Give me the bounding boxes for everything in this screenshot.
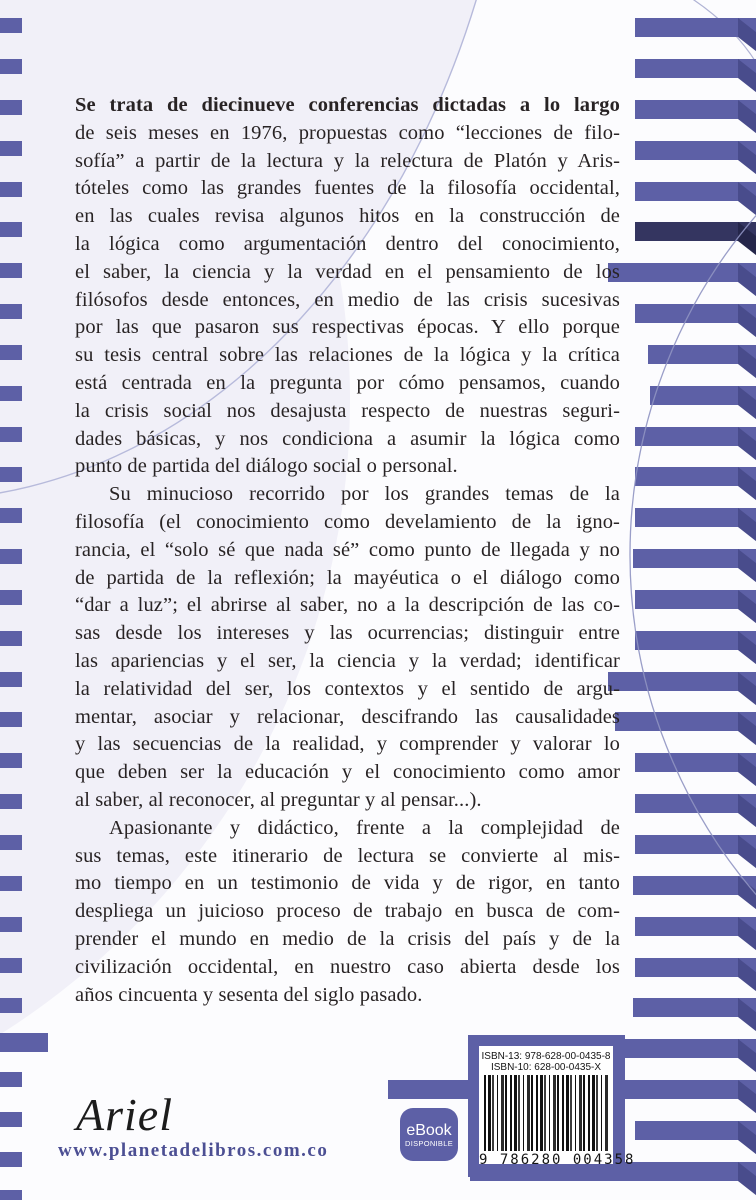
- left-square: [0, 1152, 22, 1167]
- left-square: [0, 917, 22, 932]
- stripe: [635, 182, 756, 201]
- text-line: mo tiempo en un testimonio de vida y de rigor, en tanto: [75, 872, 620, 895]
- stripe: [635, 304, 756, 323]
- left-square: [0, 182, 22, 197]
- text-line: está centrada en la pregunta por cómo pensamos, cuando: [75, 371, 620, 394]
- barcode-box: [479, 1046, 636, 1168]
- stripe: [608, 263, 756, 282]
- stripe: [633, 549, 756, 568]
- left-square: [0, 590, 22, 605]
- synopsis-text: [75, 92, 620, 1009]
- ebook-badge: [400, 1108, 458, 1161]
- left-square: [0, 998, 22, 1013]
- publisher-website: www.planetadelibros.com.co: [58, 1140, 329, 1161]
- text-line: las apariencias y el ser, la ciencia y la verdad; identificar: [75, 649, 620, 672]
- left-square: [0, 222, 22, 237]
- stripe: [635, 1121, 756, 1140]
- text-line: que deben ser la educación y el conocimiento como amor: [75, 761, 620, 784]
- left-square: [0, 835, 22, 850]
- text-line: al saber, al reconocer, al preguntar y al pensar...).: [75, 788, 482, 811]
- stripe: [635, 508, 756, 527]
- left-square: [0, 508, 22, 523]
- text-line: años cincuenta y sesenta del siglo pasado.: [75, 983, 423, 1006]
- left-square: [0, 876, 22, 891]
- stripe: [635, 222, 756, 241]
- text-line: mentar, asociar y relacionar, descifrando las causalidades: [75, 705, 620, 728]
- stripe: [635, 958, 756, 977]
- stripe: [635, 753, 756, 772]
- stripe: [635, 917, 756, 936]
- left-square: [0, 712, 22, 727]
- left-square: [0, 427, 22, 442]
- stripe: [650, 386, 756, 405]
- text-line: su tesis central sobre las relaciones de la lógica y la crítica: [75, 344, 620, 367]
- text-line: filósofos desde entonces, en medio de las crisis sucesivas: [75, 288, 620, 311]
- isbn13-text: ISBN-13: 978-628-00-0435-8: [481, 1051, 611, 1062]
- text-line: filosofía (el conocimiento como develamiento de la igno-: [75, 510, 620, 533]
- left-square: [0, 467, 22, 482]
- text-line: sus temas, este itinerario de lectura se convierte al mis-: [75, 844, 620, 867]
- stripe: [648, 345, 756, 364]
- ebook-badge-subtitle: DISPONIBLE: [404, 1138, 453, 1148]
- isbn10-text: ISBN-10: 628-00-0435-X: [490, 1062, 602, 1073]
- stripe: [635, 59, 756, 78]
- text-line: rancia, el “solo sé que nada sé” como punto de llegada y no: [75, 538, 620, 561]
- left-square: [0, 345, 22, 360]
- left-square: [0, 100, 22, 115]
- text-line: punto de partida del diálogo social o personal.: [75, 455, 458, 478]
- left-square: [0, 59, 22, 74]
- text-line: Se trata de diecinueve conferencias dictadas a lo largo: [75, 94, 620, 116]
- stripe: [633, 998, 756, 1017]
- publisher-logo: Ariel: [76, 1089, 173, 1140]
- left-square: [0, 386, 22, 401]
- stripe: [635, 631, 756, 650]
- text-line: la relatividad del ser, los contextos y el sentido de argu-: [75, 677, 620, 700]
- stripe: [635, 100, 756, 119]
- text-line: el saber, la ciencia y la verdad en el pensamiento de los: [75, 260, 620, 283]
- stripe: [608, 672, 756, 691]
- left-square: [0, 263, 22, 278]
- text-line: despliega un juicioso proceso de trabajo en busca de com-: [75, 900, 620, 923]
- text-line: la lógica como argumentación dentro del conocimiento,: [75, 232, 620, 255]
- barcode-bars: [484, 1075, 608, 1151]
- text-line: Su minucioso recorrido por los grandes temas de la: [109, 483, 620, 506]
- stripe: [635, 467, 756, 486]
- text-line: de partida de la reflexión; la mayéutica o el diálogo como: [75, 566, 620, 589]
- left-square: [0, 18, 22, 33]
- text-line: la crisis social nos desajusta respecto de nuestras seguri-: [75, 399, 620, 422]
- left-square: [0, 304, 22, 319]
- left-square: [0, 794, 22, 809]
- barcode-frame: [468, 1035, 636, 1177]
- stripe: [635, 835, 756, 854]
- left-square: [0, 1112, 22, 1127]
- left-square: [0, 1072, 22, 1087]
- text-line: tóteles como las grandes fuentes de la filosofía occidental,: [75, 177, 620, 200]
- stripe: [635, 590, 756, 609]
- text-line: civilización occidental, en nuestro caso abierta desde los: [75, 955, 620, 978]
- ebook-badge-title: eBook: [406, 1121, 452, 1139]
- text-line: en las cuales revisa algunos hitos en la construcción de: [75, 205, 620, 228]
- left-square: [0, 753, 22, 768]
- text-line: y las secuencias de la realidad, y comprender y valorar lo: [75, 733, 620, 756]
- left-square: [0, 549, 22, 564]
- stripe: [635, 427, 756, 446]
- left-square: [0, 672, 22, 687]
- text-line: sofía” a partir de la lectura y la relectura de Platón y Aris-: [75, 149, 620, 172]
- text-line: por las que pasaron sus respectivas épocas. Y ello porque: [75, 316, 620, 339]
- text-line: de seis meses en 1976, propuestas como “lecciones de filo-: [75, 121, 620, 144]
- stripe: [635, 794, 756, 813]
- stripe: [635, 141, 756, 160]
- left-square: [0, 958, 22, 973]
- stripe: [635, 18, 756, 37]
- stripe: [633, 876, 756, 895]
- text-line: Apasionante y didáctico, frente a la complejidad de: [109, 816, 620, 839]
- left-square: [0, 1033, 48, 1052]
- text-line: dades básicas, y nos condiciona a asumir la lógica como: [75, 427, 620, 450]
- left-square: [0, 141, 22, 156]
- left-square: [0, 631, 22, 646]
- text-line: sas desde los intereses y las ocurrencias; distinguir entre: [75, 622, 620, 645]
- text-line: “dar a luz”; el abrirse al saber, no a la descripción de las co-: [75, 594, 620, 617]
- text-line: prender el mundo en medio de la crisis del país y de la: [75, 927, 620, 950]
- left-square: [0, 1190, 22, 1200]
- barcode-digits: 9 786280 004358: [479, 1152, 636, 1168]
- stripe: [615, 712, 756, 731]
